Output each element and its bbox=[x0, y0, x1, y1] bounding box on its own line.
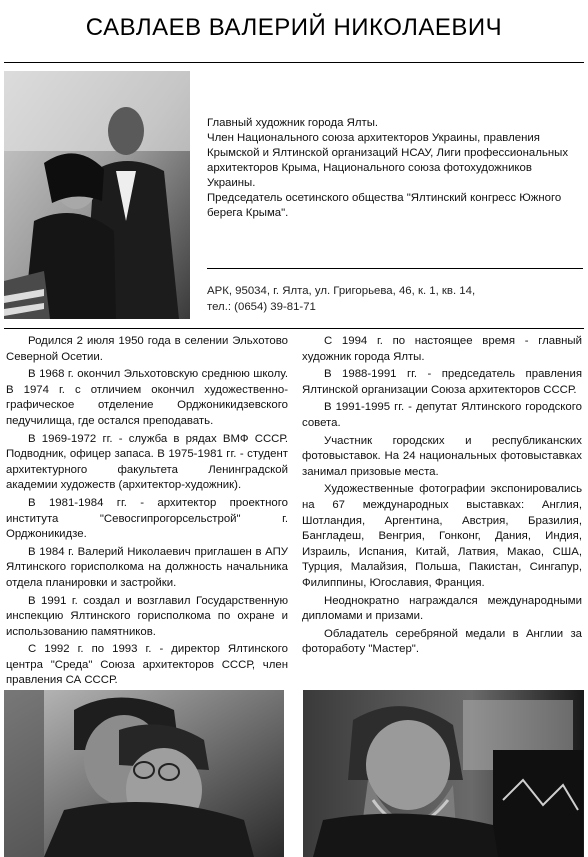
contact-block bbox=[207, 283, 583, 315]
paragraph: В 1969-1972 гг. - служба в рядах ВМФ СССР. Подводник, офицер запаса. В 1975-1981 гг. - студент архитектурного факультета Ленинградской академии художеств (архитектор-художник). bbox=[6, 432, 288, 492]
paragraph: С 1994 г. по настоящее время - главный художник города Ялты. bbox=[302, 335, 582, 363]
paragraph: С 1992 г. по 1993 г. - директор Ялтинского центра "Среда" Союза архитекторов СССР, член правления СА СССР. bbox=[6, 643, 288, 687]
paragraph: Родился 2 июля 1950 года в селении Эльхотово Северной Осетии. bbox=[6, 335, 288, 363]
paragraph: В 1988-1991 гг. - председатель правления Ялтинской организации Союза архитекторов СССР. bbox=[302, 368, 582, 396]
paragraph: В 1991-1995 гг. - депутат Ялтинского городского совета. bbox=[302, 401, 582, 429]
biography-right-column bbox=[302, 334, 582, 660]
contact-divider bbox=[207, 268, 583, 269]
paragraph: Обладатель серебряной медали в Англии за фотоработу "Мастер". bbox=[302, 627, 582, 656]
page-title: САВЛАЕВ ВАЛЕРИЙ НИКОЛАЕВИЧ bbox=[85, 14, 503, 41]
contact-phone: тел.: (0654) 39-81-71 bbox=[207, 301, 316, 313]
paragraph: Художественные фотографии экспонировались на 67 международных выставках: Англия, Шотландия, Аргентина, Австрия, Бразилия, Бангладеш, Венгрия, Гонконг, Дания, Индия, Израиль, Испания, Китай, Латвия, Макао, США, Турция, Малайзия, Польша, Пакистан, Сингапур, Филиппины, Югославия, Франция. bbox=[302, 483, 582, 589]
section-divider bbox=[4, 328, 584, 329]
bio-summary bbox=[207, 116, 583, 221]
paragraph: В 1981-1984 гг. - архитектор проектного института "Севосгипрогорсельстрой" г. Орджоникидзе. bbox=[6, 496, 288, 541]
paragraph: В 1984 г. Валерий Николаевич приглашен в АПУ Ялтинского горисполкома на должность начальника отдела планировки и застройки. bbox=[6, 545, 288, 589]
portrait-photo bbox=[4, 71, 190, 319]
bio-line: Главный художник города Ялты. bbox=[207, 117, 379, 129]
paragraph: В 1991 г. создал и возглавил Государственную инспекцию Ялтинского горисполкома по охране и использованию памятников. bbox=[6, 594, 288, 638]
paragraph: Неоднократно награждался международными дипломами и призами. bbox=[302, 594, 582, 623]
biography-left-column bbox=[6, 334, 288, 691]
paragraph: Участник городских и республиканских фотовыставок. На 24 национальных фотовыставках занимал призовые места. bbox=[302, 434, 582, 478]
bio-line: Член Национального союза архитекторов Украины, правления Крымской и Ялтинской организаций НСАУ, Лиги профессиональных архитекторов Крыма, Национального союза фотохудожников Украины. bbox=[207, 132, 569, 189]
photo-bearded-man bbox=[303, 690, 584, 857]
paragraph: В 1968 г. окончил Эльхотовскую среднюю школу. В 1974 г. с отличием окончил художественно-графическое отделение Орджоникидзевского педучилища, где остался преподавать. bbox=[6, 368, 288, 427]
header-divider bbox=[4, 62, 584, 63]
bio-line: Председатель осетинского общества "Ялтинский конгресс Южного берега Крыма". bbox=[207, 192, 562, 219]
contact-address: АРК, 95034, г. Ялта, ул. Григорьева, 46, к. 1, кв. 14, bbox=[207, 285, 476, 297]
photo-two-women bbox=[4, 690, 284, 857]
